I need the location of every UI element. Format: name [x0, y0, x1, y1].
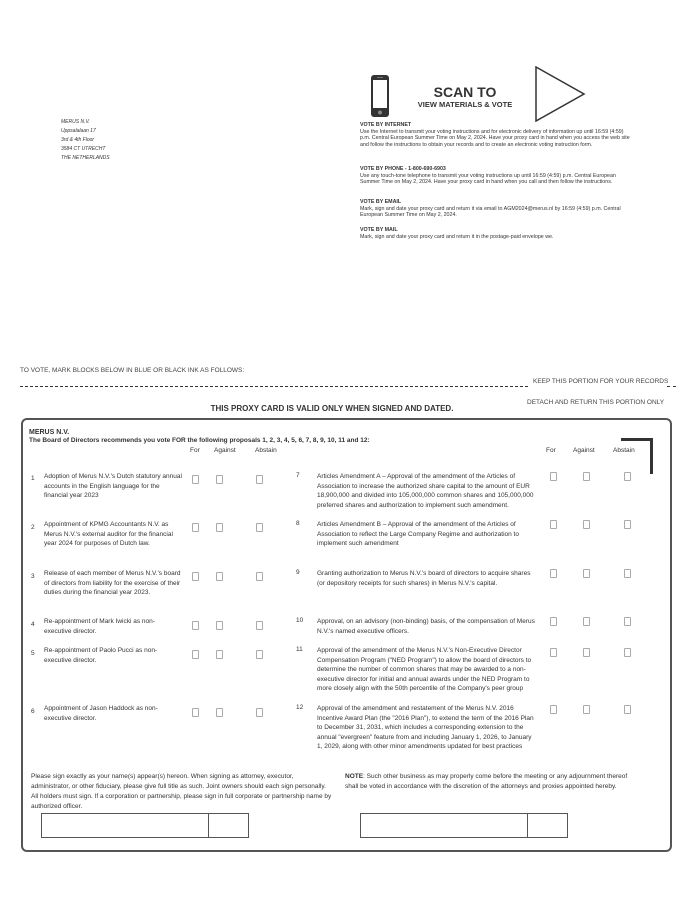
vote-phone-section: [360, 166, 632, 186]
proposal-5-abstain-checkbox[interactable]: [256, 650, 263, 659]
signature-date-field[interactable]: [208, 813, 249, 838]
note-label: NOTE: [345, 773, 364, 780]
proposal-text: Appointment of KPMG Accountants N.V. as Merus N.V.'s external auditor for the financial year 2024 for purposes of Dutch law.: [44, 521, 173, 547]
proposal-3-abstain-checkbox[interactable]: [256, 572, 263, 581]
proposal-1-for-checkbox[interactable]: [192, 475, 199, 484]
proposal-text: Articles Amendment A – Approval of the amendment of the Articles of Association to increase the authorized share capital to the amount of EUR 18,900,000 and divided into 105,000,000 common shares and 105,000,000 preferred shares and authorization to implement such amendment.: [317, 473, 534, 509]
proposal-12-for-checkbox[interactable]: [550, 705, 557, 714]
keep-portion-label: KEEP THIS PORTION FOR YOUR RECORDS: [533, 378, 669, 385]
sign-instructions: Please sign exactly as your name(s) appear(s) hereon. When signing as attorney, executor, administrator, or other fiduciary, please give full title as such. Joint owners should each sign personally. All holders must sign. If a corporation or partnership, please sign in full corporate or partnership name by authorized officer.: [31, 773, 332, 810]
proposal-11-against-checkbox[interactable]: [583, 648, 590, 657]
proposal-text: Release of each member of Merus N.V.'s board of directors from liability for the exercise of their duties during the financial year 2023.: [44, 570, 181, 596]
joint-owner-date-field[interactable]: [527, 813, 568, 838]
proposal-text: Granting authorization to Merus N.V.'s board of directors to acquire shares (or depository receipts for such shares) in Merus N.V.'s capital.: [317, 570, 531, 587]
proposal-8-against-checkbox[interactable]: [583, 520, 590, 529]
vote-email-section: [360, 199, 632, 219]
scan-title: SCAN TO: [433, 84, 497, 100]
address-line: 3584 CT UTRECHT: [61, 146, 106, 152]
proposal-number: 9: [296, 569, 300, 576]
joint-owner-signature-field[interactable]: [360, 813, 528, 838]
company-address: [61, 118, 110, 163]
address-line: Uppsalalaan 17: [61, 128, 96, 134]
proposal-11-abstain-checkbox[interactable]: [624, 648, 631, 657]
proposal-number: 11: [296, 646, 303, 653]
proposal-number: 8: [296, 520, 300, 527]
scan-subtitle: VIEW MATERIALS & VOTE: [417, 100, 513, 109]
proposal-text: Articles Amendment B – Approval of the amendment of the Articles of Association to reflect the Large Company Regime and authorization to implement such amendment: [317, 521, 519, 547]
col-for-right: For: [546, 447, 556, 454]
mobile-phone-icon: [370, 74, 390, 118]
vote-phone-heading: VOTE BY PHONE - 1-800-690-6903: [360, 166, 446, 172]
proposal-text: Appointment of Jason Haddock as non-executive director.: [44, 705, 158, 722]
col-abstain-right: Abstain: [613, 447, 635, 454]
proposal-9-against-checkbox[interactable]: [583, 569, 590, 578]
corner-mark: [621, 438, 653, 474]
proposal-1-against-checkbox[interactable]: [216, 475, 223, 484]
proposal-number: 12: [296, 704, 304, 711]
proposal-8-abstain-checkbox[interactable]: [624, 520, 631, 529]
vote-phone-text: Use any touch-tone telephone to transmit your voting instructions up until 16:59 (4:59) p.m. Central European Summer Time on May 2, 2024. Have your proxy card in hand when you call and then follow the instructions.: [360, 172, 616, 186]
vote-email-heading: VOTE BY EMAIL: [360, 199, 402, 205]
proposal-number: 1: [31, 475, 35, 482]
proposal-number: 7: [296, 472, 300, 479]
col-abstain-left: Abstain: [255, 447, 277, 454]
proposal-number: 2: [31, 524, 35, 531]
proposal-4-abstain-checkbox[interactable]: [256, 621, 263, 630]
vote-email-text: Mark, sign and date your proxy card and return it via email to AGM2024@merus.nl by 16:59 (4:59) p.m. Central European Summer Time on May 2, 2024.: [360, 205, 621, 219]
proposal-3-for-checkbox[interactable]: [192, 572, 199, 581]
proposal-1-abstain-checkbox[interactable]: [256, 475, 263, 484]
vote-internet-text: Use the Internet to transmit your voting instructions and for electronic delivery of information up until 16:59 (4:59) p.m. Central European Summer Time on May 2, 2024. Have your proxy card in hand when you access the web site and follow the instructions to obtain your records and to create an electronic voting instruction form.: [360, 128, 630, 148]
vote-mail-section: [360, 227, 632, 240]
proposal-2-for-checkbox[interactable]: [192, 523, 199, 532]
proposal-5-against-checkbox[interactable]: [216, 650, 223, 659]
proposal-number: 5: [31, 650, 35, 657]
detach-line-end: [667, 386, 676, 387]
detach-portion-label: DETACH AND RETURN THIS PORTION ONLY: [527, 399, 665, 406]
proposal-2-abstain-checkbox[interactable]: [256, 523, 263, 532]
proposal-text: Re-appointment of Paolo Pucci as non-executive director.: [44, 647, 158, 664]
proposal-number: 4: [31, 621, 35, 628]
vote-mail-heading: VOTE BY MAIL: [360, 227, 398, 233]
note-block: [345, 772, 641, 792]
play-arrow-icon: [534, 66, 586, 122]
proposal-5-for-checkbox[interactable]: [192, 650, 199, 659]
proposal-text: Approval, on an advisory (non-binding) basis, of the compensation of Merus N.V.'s named executive officers.: [317, 618, 535, 635]
proposal-number: 10: [296, 617, 304, 624]
proposal-number: 3: [31, 573, 35, 580]
board-recommendation: The Board of Directors recommends you vote FOR the following proposals 1, 2, 3, 4, 5, 6, 7, 8, 9, 10, 11 and 12:: [29, 437, 370, 444]
proposal-number: 6: [31, 708, 35, 715]
proposal-6-for-checkbox[interactable]: [192, 708, 199, 717]
proposal-12-against-checkbox[interactable]: [583, 705, 590, 714]
proposal-8-for-checkbox[interactable]: [550, 520, 557, 529]
col-for-left: For: [190, 447, 200, 454]
proposal-7-abstain-checkbox[interactable]: [624, 472, 631, 481]
proposal-7-for-checkbox[interactable]: [550, 472, 557, 481]
valid-notice: THIS PROXY CARD IS VALID ONLY WHEN SIGNED AND DATED.: [210, 404, 454, 413]
proposal-text: Re-appointment of Mark Iwicki as non-executive director.: [44, 618, 155, 635]
proposal-2-against-checkbox[interactable]: [216, 523, 223, 532]
vote-mail-text: Mark, sign and date your proxy card and return it in the postage-paid envelope we.: [360, 233, 554, 240]
proposal-7-against-checkbox[interactable]: [583, 472, 590, 481]
mark-blocks-instruction: TO VOTE, MARK BLOCKS BELOW IN BLUE OR BLACK INK AS FOLLOWS:: [20, 367, 245, 374]
proposal-6-against-checkbox[interactable]: [216, 708, 223, 717]
col-against-right: Against: [573, 447, 595, 454]
detach-line: [20, 386, 528, 387]
proposal-9-abstain-checkbox[interactable]: [624, 569, 631, 578]
signature-field[interactable]: [41, 813, 209, 838]
proposal-12-abstain-checkbox[interactable]: [624, 705, 631, 714]
proposal-6-abstain-checkbox[interactable]: [256, 708, 263, 717]
proposal-9-for-checkbox[interactable]: [550, 569, 557, 578]
proposal-4-against-checkbox[interactable]: [216, 621, 223, 630]
proposal-text: Approval of the amendment of the Merus N.V.'s Non-Executive Director Compensation Program ("NED Program") to allow the board of directors to determine the number of common shares that may be awarded to a non-executive director for initial and annual awards under the NED Program to more closely align with the 50th percentile of the Company's peer group: [317, 647, 532, 692]
proposal-text: Approval of the amendment and restatement of the Merus N.V. 2016 Incentive Award Plan (the "2016 Plan"), to extend the term of the 2016 Plan to December 31, 2031, which includes a corresponding extension to the annual "evergreen" feature from and including January 1, 2026, to January 1, 2029, along with other minor amendments updated for best practices: [317, 705, 534, 750]
vote-internet-heading: VOTE BY INTERNET: [360, 122, 412, 128]
proposal-text: Adoption of Merus N.V.'s Dutch statutory annual accounts in the English language for the financial year 2023: [44, 473, 182, 499]
note-text: : Such other business as may properly come before the meeting or any adjournment thereof shall be voted in accordance with the discretion of the attorneys and proxies appointed hereby.: [345, 773, 628, 790]
proposal-10-for-checkbox[interactable]: [550, 617, 557, 626]
proposal-11-for-checkbox[interactable]: [550, 648, 557, 657]
col-against-left: Against: [214, 447, 236, 454]
proposal-3-against-checkbox[interactable]: [216, 572, 223, 581]
proposal-10-abstain-checkbox[interactable]: [624, 617, 631, 626]
address-line: THE NETHERLANDS: [61, 155, 110, 161]
card-company-name: MERUS N.V.: [29, 429, 70, 436]
address-line: MERUS N.V.: [61, 119, 90, 125]
address-line: 3rd & 4th Floor: [61, 137, 95, 143]
proposal-10-against-checkbox[interactable]: [583, 617, 590, 626]
proposal-4-for-checkbox[interactable]: [192, 621, 199, 630]
vote-internet-section: [360, 122, 632, 148]
